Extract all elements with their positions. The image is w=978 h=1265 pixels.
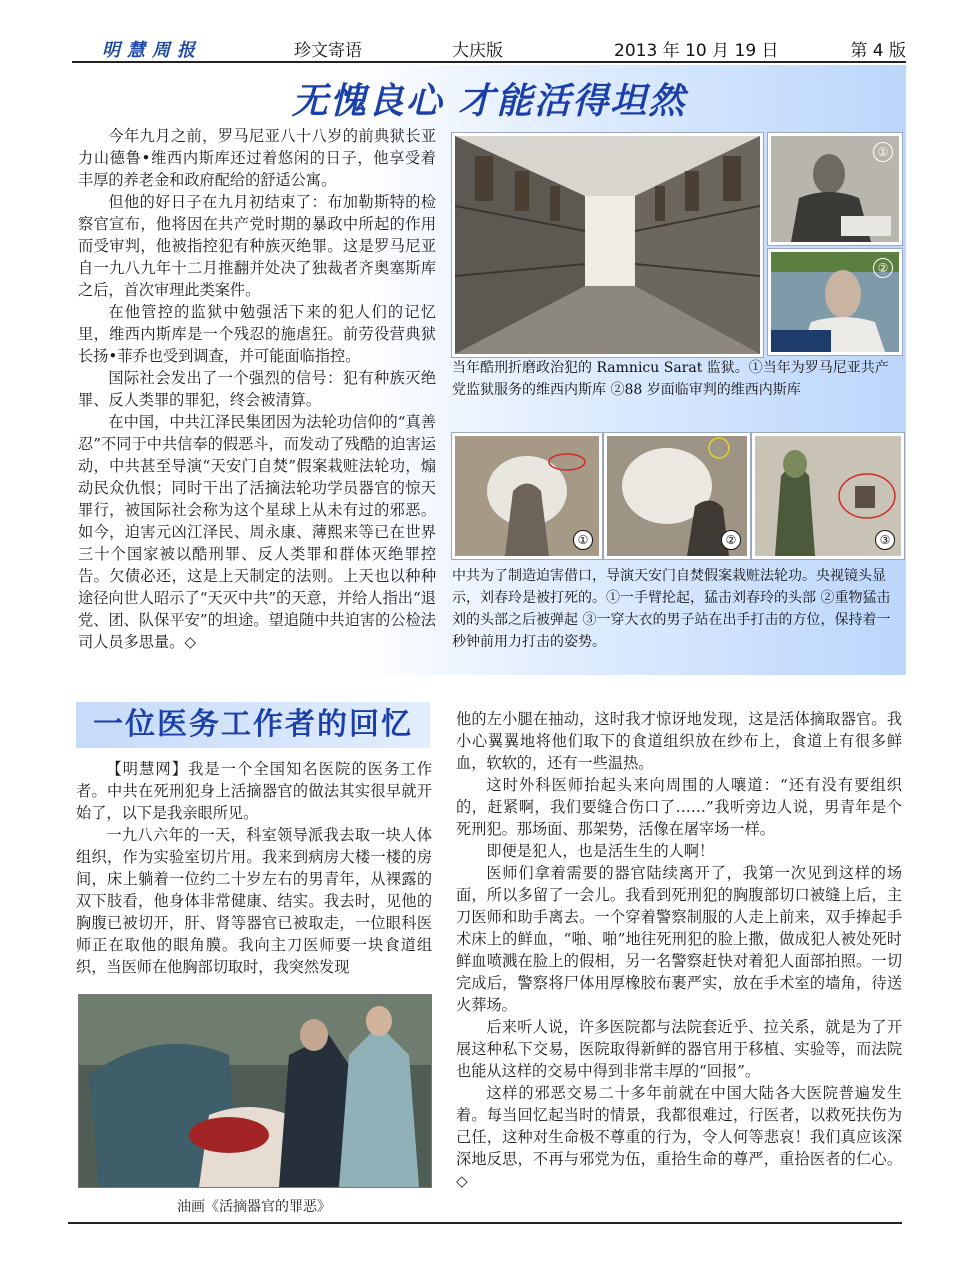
footer-divider: [68, 1222, 902, 1224]
article1-paragraph: 但他的好日子在九月初结束了：布加勒斯特的检察官宣布，他将因在共产党时期的暴政中所起的作用而受审判，他被指控犯有种族灭绝罪。这是罗马尼亚自一九八九年十二月推翻并处决了独裁者齐奥塞斯库之后，首次审理此类案件。: [78, 193, 436, 299]
tiananmen-caption: 中共为了制造迫害借口，导演天安门自焚假案栽赃法轮功。央视镜头显示，刘春玲是被打死的。①一手臂抡起，猛击刘春玲的头部 ②重物猛击刘的头部之后被弹起 ③一穿大衣的男子站在出手打击的方位，保持着一秒钟前用力打击的姿势。: [452, 568, 891, 650]
article2-paragraph: 这时外科医师抬起头来向周围的人嚷道：“还有没有要组织的，赶紧啊，我们要缝合伤口了……”我听旁边人说，男青年是个死刑犯。那场面、那架势，活像在屠宰场一样。: [456, 776, 902, 838]
masthead-divider: [72, 61, 906, 63]
badge-1: ①: [573, 530, 593, 550]
badge-2: ②: [721, 530, 741, 550]
article1-headline: 无愧良心 才能活得坦然: [291, 81, 687, 122]
article2-paragraph: 医师们拿着需要的器官陆续离开了，我第一次见到这样的场面，所以多留了一会儿。我看到死刑犯的胸腹部切口被缝上后，主刀医师和助手离去。一个穿着警察制服的人走上前来，双手捧起手术床上的鲜血，“啪、啪”地往死刑犯的脸上撒，做成犯人被处死时鲜血喷溅在脸上的假相，另一名警察赶快对着犯人面部拍照。一切完成后，警察将尸体用厚橡胶布裹严实，放在手术室的墙角，待送火葬场。: [456, 864, 902, 1014]
article2-headline: 一位医务工作者的回忆: [76, 702, 430, 748]
article1-paragraph: 在他管控的监狱中勉强活下来的犯人们的记忆里，维西内斯库是一个残忍的施虐狂。前劳役营典狱长扬•菲乔也受到调查，并可能面临指控。: [78, 303, 436, 365]
article1-paragraph: 国际社会发出了一个强烈的信号：犯有种族灭绝罪、反人类罪的罪犯，终会被清算。: [78, 369, 436, 409]
prison-corridor-photo: [452, 133, 763, 357]
article1-body: [78, 125, 436, 653]
tiananmen-still-3: [752, 433, 904, 559]
column-name: 珍文寄语: [294, 41, 362, 61]
tiananmen-still-2: [604, 433, 750, 559]
article2-left-column: [76, 758, 432, 978]
portrait-photo-2: [768, 249, 902, 355]
article2-paragraph: 一九八六年的一天，科室领导派我去取一块人体组织，作为实验室切片用。我来到病房大楼一楼的房间，床上躺着一位约二十岁左右的男青年，从裸露的双下肢看，他身体非常健康、结实。我去时，见他的胸腹已被切开，肝、肾等器官已被取走，一位眼科医师正在取他的眼角膜。我向主刀医师要一块食道组织，当医师在他胸部切取时，我突然发现: [76, 826, 432, 976]
painting-caption: 油画《活摘器官的罪恶》: [177, 1199, 331, 1215]
issue-date: 2013 年 10 月 19 日: [614, 41, 779, 61]
prison-photo-caption: 当年酷刑折磨政治犯的 Ramnicu Sarat 监狱。①当年为罗马尼亚共产党监狱服务的维西内斯库 ②88 岁面临审判的维西内斯库: [452, 360, 889, 398]
article2-right-column: [456, 708, 902, 1192]
portrait-photo-1: [768, 133, 902, 245]
badge-3: ③: [875, 530, 895, 550]
page-number: 第 4 版: [850, 41, 906, 61]
article2-paragraph: 即便是犯人，也是活生生的人啊！: [486, 842, 715, 860]
article1-paragraph: 在中国，中共江泽民集团因为法轮功信仰的“真善忍”不同于中共信奉的假恶斗，而发动了残酷的迫害运动，中共甚至导演“天安门自焚”假案栽赃法轮功，煽动民众仇恨；同时干出了活摘法轮功学员器官的惊天罪行，被国际社会称为这个星球上从未有过的邪恶。如今，迫害元凶江泽民、周永康、薄熙来等已在世界三十个国家被以酷刑罪、反人类罪和群体灭绝罪控告。欠债必还，这是上天制定的法则。上天也以种种途径向世人昭示了“天灭中共”的天意，并给人指出“退党、团、队保平安”的坦途。望追随中共迫害的公检法司人员多思量。◇: [78, 413, 436, 651]
article2-paragraph: 后来听人说，许多医院都与法院套近乎、拉关系，就是为了开展这种私下交易，医院取得新鲜的器官用于移植、实验等，而法院也能从这样的交易中得到非常丰厚的“回报”。: [456, 1018, 902, 1080]
article2-paragraph-continued: 他的左小腿在抽动，这时我才惊讶地发现，这是活体摘取器官。我小心翼翼地将他们取下的食道组织放在纱布上，食道上有很多鲜血，软软的，还有一些温热。: [456, 710, 902, 772]
edition-name: 大庆版: [452, 41, 503, 61]
article1-paragraph: 今年九月之前，罗马尼亚八十八岁的前典狱长亚力山德鲁•维西内斯库还过着悠闲的日子，他享受着丰厚的养老金和政府配给的舒适公寓。: [78, 127, 436, 189]
article2-paragraph: 这样的邪恶交易二十多年前就在中国大陆各大医院普遍发生着。每当回忆起当时的情景，我都很难过，行医者，以救死扶伤为己任，这种对生命极不尊重的行为，令人何等悲哀！我们真应该深深地反思，不再与邪党为伍，重拾生命的尊严，重拾医者的仁心。◇: [456, 1084, 902, 1190]
tiananmen-still-1: [452, 433, 602, 559]
badge-2: ②: [873, 258, 893, 278]
article1-panel: [72, 65, 906, 675]
article2-paragraph: 【明慧网】我是一个全国知名医院的医务工作者。中共在死刑犯身上活摘器官的做法其实很早就开始了，以下是我亲眼所见。: [76, 760, 432, 822]
badge-1: ①: [873, 142, 893, 162]
oil-painting-image: [78, 994, 432, 1188]
newspaper-name: 明慧周报: [102, 40, 202, 61]
masthead: [72, 28, 906, 62]
